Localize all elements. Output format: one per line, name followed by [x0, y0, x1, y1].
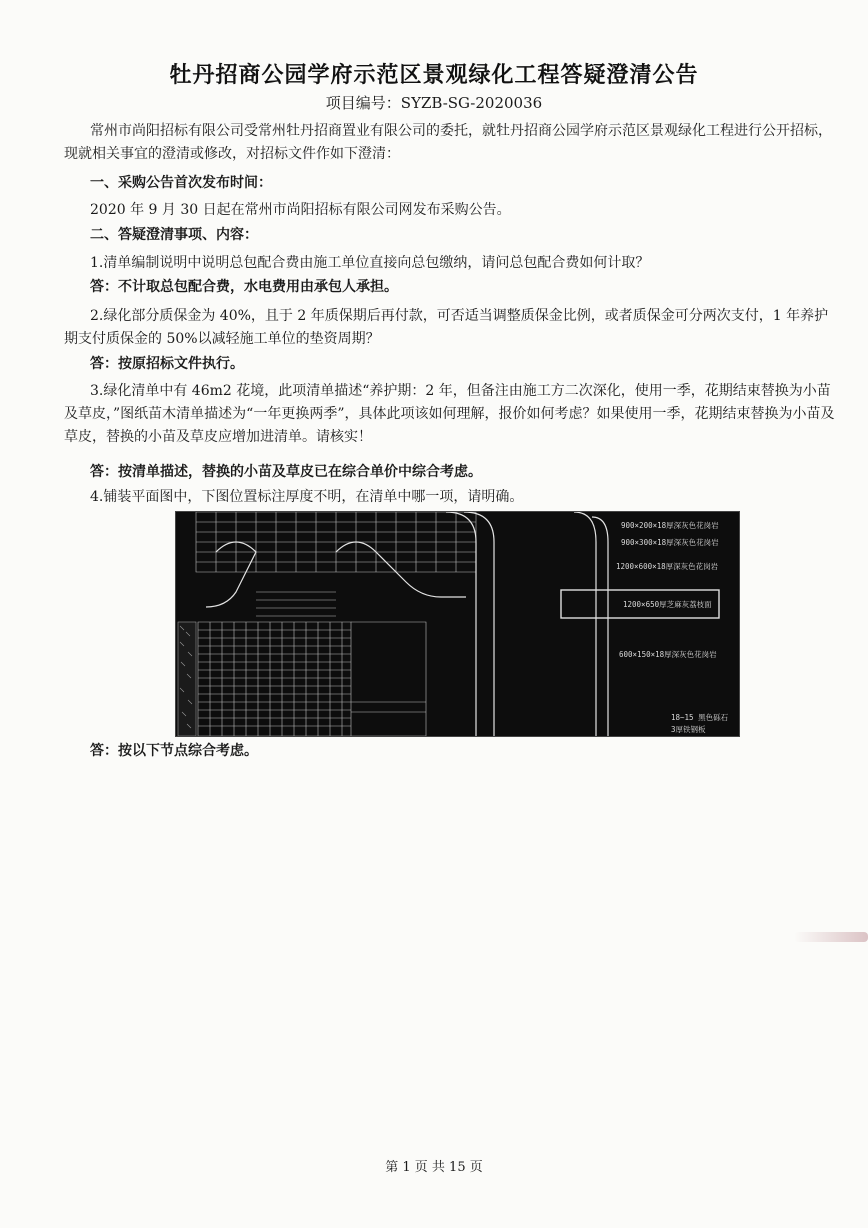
gravel-hatch [178, 622, 196, 736]
question-4: 4.铺装平面图中，下图位置标注厚度不明，在清单中哪一项，请明确。 [90, 489, 524, 505]
section-1-heading: 一、采购公告首次发布时间： [90, 175, 272, 191]
cad-label-1: 900×200×18厚深灰色花岗岩 [621, 521, 719, 530]
cad-label-2: 900×300×18厚深灰色花岗岩 [621, 538, 719, 547]
cad-paving-plan-image [175, 511, 740, 737]
lower-paving-grid [198, 622, 351, 736]
cad-label-6: 18~15 黑色砾石 [671, 713, 729, 722]
steps [256, 592, 426, 736]
section-2-heading: 二、答疑澄清事项、内容： [90, 227, 258, 243]
road-curves [206, 512, 608, 736]
cad-label-7: 3厚铁钢板 [671, 725, 706, 734]
section-1-text: 2020 年 9 月 30 日起在常州市尚阳招标有限公司网发布采购公告。 [90, 202, 511, 218]
cad-label-4: 1200×650厚芝麻灰荔枝面 [623, 600, 712, 609]
cad-label-5: 600×150×18厚深灰色花岗岩 [619, 650, 717, 659]
question-1: 1.清单编制说明中说明总包配合费由施工单位直接向总包缴纳，请问总包配合费如何计取？ [90, 255, 650, 271]
question-3: 3.绿化清单中有 46m2 花境，此项清单描述“养护期：2 年，但备注由施工方二次深化，使用一季，花期结束替换为小苗及草皮，”图纸苗木清单描述为“一年更换两季”，具体此项该如何理解，报价如何考虑？如果使用一季，花期结束替换为小苗及草皮，替换的小苗及草皮应增加进清单。请核实！ [64, 383, 835, 445]
answer-4: 答：按以下节点综合考虑。 [90, 743, 258, 759]
intro-paragraph: 常州市尚阳招标有限公司受常州牡丹招商置业有限公司的委托，就牡丹招商公园学府示范区景观绿化工程进行公开招标，现就相关事宜的澄清或修改，对招标文件作如下澄清： [64, 123, 832, 162]
scan-mark [794, 932, 868, 942]
answer-3: 答：按清单描述，替换的小苗及草皮已在综合单价中综合考虑。 [90, 464, 482, 480]
question-2: 2.绿化部分质保金为 40%，且于 2 年质保期后再付款，可否适当调整质保金比例，或者质保金可分两次支付，1 年养护期支付质保金的 50%以减轻施工单位的垫资周期？ [64, 308, 829, 347]
project-number: 项目编号：SYZB-SG-2020036 [325, 94, 543, 112]
document-title: 牡丹招商公园学府示范区景观绿化工程答疑澄清公告 [169, 63, 699, 88]
answer-2: 答：按原招标文件执行。 [90, 356, 244, 372]
cad-drawing [176, 512, 739, 736]
page-footer: 第 1 页 共 15 页 [385, 1160, 483, 1175]
cad-label-3: 1200×600×18厚深灰色花岗岩 [616, 562, 719, 571]
answer-1: 答：不计取总包配合费，水电费用由承包人承担。 [90, 279, 398, 295]
